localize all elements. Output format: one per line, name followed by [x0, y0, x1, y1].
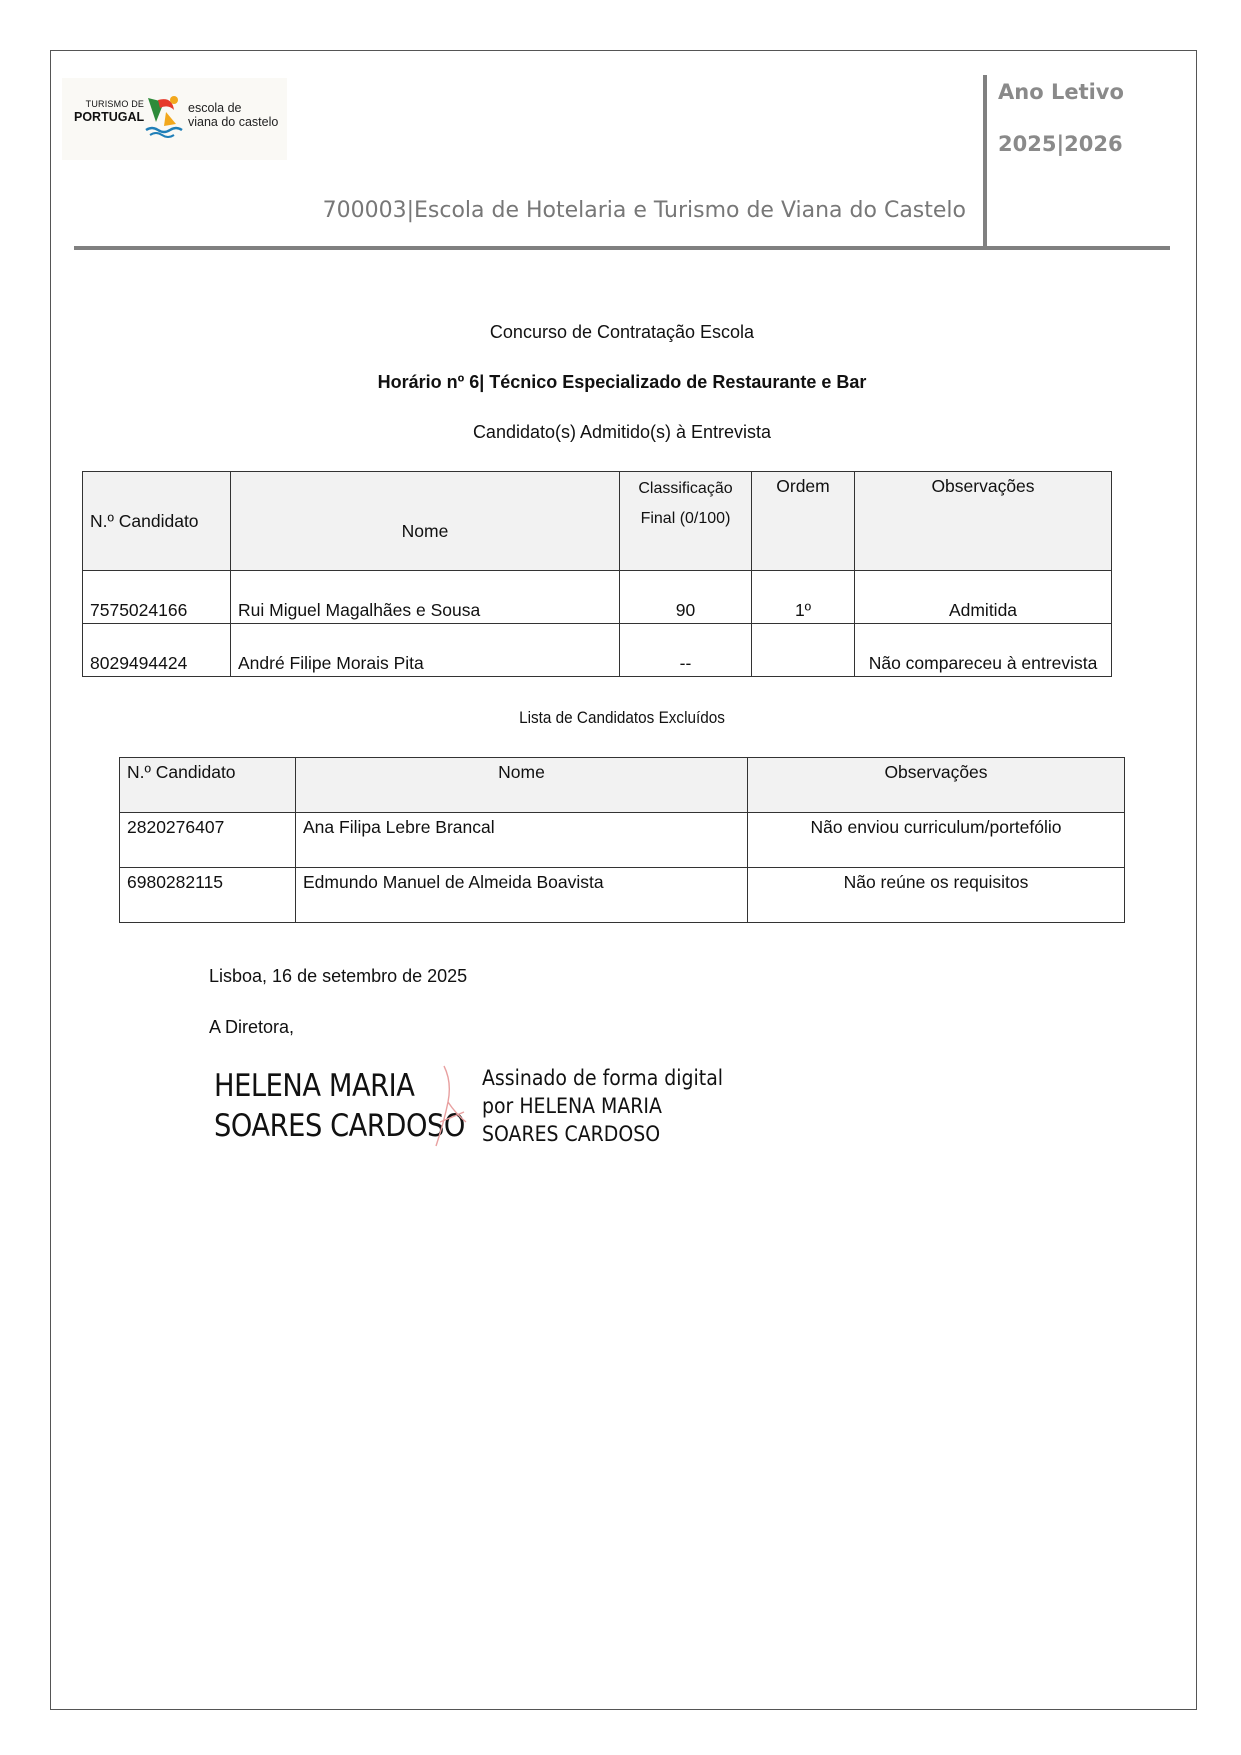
- header-divider: [74, 246, 1170, 250]
- candidate-order: [752, 624, 855, 677]
- digital-signature-line-1: Assinado de forma digital: [482, 1066, 724, 1090]
- candidate-score: 90: [620, 571, 752, 624]
- candidate-notes: Não enviou curriculum/portefólio: [748, 813, 1125, 868]
- table-row: [83, 624, 1112, 677]
- school-year-label: Ano Letivo: [998, 80, 1124, 104]
- school-year-value: 2025|2026: [998, 132, 1123, 156]
- col-header-number: N.º Candidato: [120, 758, 296, 813]
- col-header-notes: Observações: [748, 758, 1125, 813]
- col-header-number: N.º Candidato: [83, 472, 231, 571]
- signer-name-line-1: HELENA MARIA: [214, 1068, 415, 1104]
- logo-line-1: TURISMO DE: [85, 99, 145, 109]
- candidate-order: 1º: [752, 571, 855, 624]
- candidate-name: André Filipe Morais Pita: [231, 624, 620, 677]
- contest-title: Concurso de Contratação Escola: [489, 322, 755, 342]
- table-header-row: [83, 472, 1112, 571]
- candidate-number: 8029494424: [83, 624, 231, 677]
- col-header-name: Nome: [231, 472, 620, 571]
- turismo-portugal-wordmark: [74, 100, 144, 124]
- logo-school-line-2: viana do castelo: [188, 115, 279, 129]
- candidate-number: 7575024166: [83, 571, 231, 624]
- admitted-title: Candidato(s) Admitido(s) à Entrevista: [472, 422, 772, 442]
- table-row: [83, 571, 1112, 624]
- admitted-candidates-table: [82, 471, 1112, 677]
- candidate-number: 2820276407: [120, 813, 296, 868]
- excluded-title: Lista de Candidatos Excluídos: [519, 708, 725, 727]
- signer-name: [214, 1066, 465, 1146]
- candidate-number: 6980282115: [120, 868, 296, 923]
- candidate-name: Rui Miguel Magalhães e Sousa: [231, 571, 620, 624]
- col-header-name: Nome: [296, 758, 748, 813]
- col-header-notes: Observações: [855, 472, 1112, 571]
- candidate-name: Ana Filipa Lebre Brancal: [296, 813, 748, 868]
- candidate-notes: Admitida: [855, 571, 1112, 624]
- excluded-candidates-table: [119, 757, 1125, 923]
- logo-school-name: [188, 101, 278, 129]
- candidate-name: Edmundo Manuel de Almeida Boavista: [296, 868, 748, 923]
- digital-signature-line-3: SOARES CARDOSO: [482, 1122, 661, 1146]
- candidate-score: --: [620, 624, 752, 677]
- candidate-notes: Não reúne os requisitos: [748, 868, 1125, 923]
- header-vertical-divider: [983, 75, 987, 248]
- place-date: Lisboa, 16 de setembro de 2025: [209, 966, 468, 986]
- digital-signature-line-2: por HELENA MARIA: [482, 1094, 662, 1118]
- school-header: 700003|Escola de Hotelaria e Turismo de Viana do Castelo: [322, 198, 966, 223]
- logo-school-line-1: escola de: [188, 101, 242, 115]
- col-header-score: Classificação Final (0/100): [620, 472, 752, 571]
- digital-signature-text: [482, 1064, 723, 1148]
- table-row: [120, 813, 1125, 868]
- col-header-order: Ordem: [752, 472, 855, 571]
- director-title: A Diretora,: [209, 1017, 295, 1037]
- turismo-portugal-mark-icon: [142, 92, 184, 138]
- signer-name-line-2: SOARES CARDOSO: [214, 1108, 465, 1144]
- table-header-row: [120, 758, 1125, 813]
- digital-signature-mark-icon: [430, 1062, 470, 1152]
- schedule-title: Horário nº 6| Técnico Especializado de Restaurante e Bar: [377, 372, 867, 392]
- table-row: [120, 868, 1125, 923]
- candidate-notes: Não compareceu à entrevista: [855, 624, 1112, 677]
- logo-line-2: PORTUGAL: [74, 110, 145, 124]
- school-logo: [62, 78, 287, 160]
